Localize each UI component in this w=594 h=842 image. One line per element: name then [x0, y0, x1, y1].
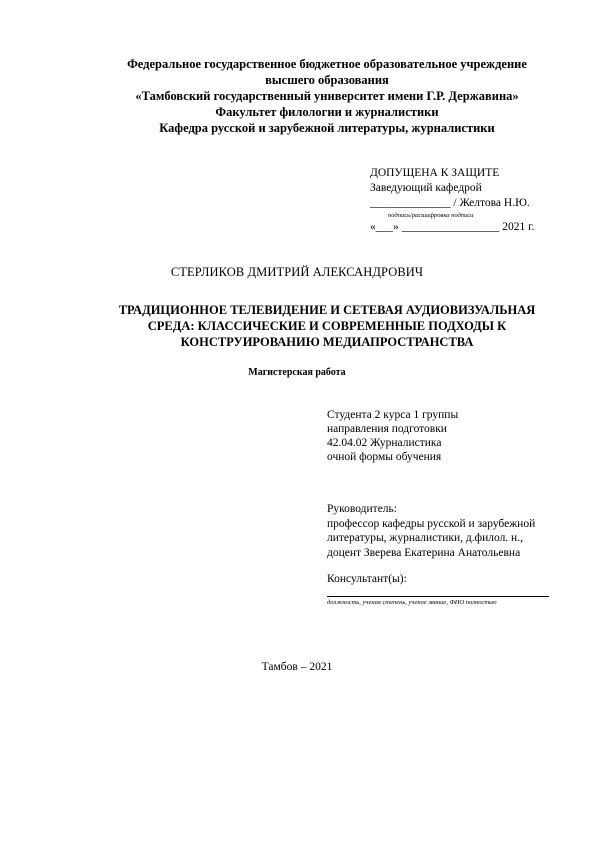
consultant-label: Консультант(ы):: [327, 573, 407, 585]
student-line-2: направления подготовки: [327, 423, 447, 435]
consultant-caption: должность, ученая степень, ученое звание, ФИО полностью: [327, 599, 497, 606]
approval-head-of-department: Заведующий кафедрой: [370, 182, 482, 194]
supervisor-line-3: доцент Зверева Екатерина Анатольевна: [327, 546, 521, 559]
thesis-title: [62, 302, 592, 350]
supervisor-line-2: литературы, журналистики, д.филол. н.,: [327, 532, 523, 544]
consultant-blank-line: [327, 593, 549, 597]
institution-header: [40, 56, 594, 136]
author-name: СТЕРЛИКОВ ДМИТРИЙ АЛЕКСАНДРОВИЧ: [170, 265, 424, 279]
header-line-4: Факультет филологии и журналистики: [215, 105, 439, 119]
approval-signature-caption: подпись/расшифровка подписи: [388, 212, 474, 219]
consultant-info: [327, 572, 557, 608]
approval-signature-line: ______________ / Желтова Н.Ю.: [370, 197, 530, 209]
title-line-1: ТРАДИЦИОННОЕ ТЕЛЕВИДЕНИЕ И СЕТЕВАЯ АУДИОВИЗУАЛЬНАЯ: [118, 303, 536, 317]
title-line-2: СРЕДА: КЛАССИЧЕСКИЕ И СОВРЕМЕННЫЕ ПОДХОДЫ К: [147, 319, 507, 333]
city-year: Тамбов – 2021: [261, 661, 333, 673]
supervisor-info: [327, 502, 587, 560]
student-line-4: очной формы обучения: [327, 451, 442, 463]
supervisor-line-1: профессор кафедры русской и зарубежной: [327, 517, 536, 530]
header-line-1: Федеральное государственное бюджетное образовательное учреждение: [127, 57, 527, 71]
approval-block: [370, 166, 590, 235]
approval-date-line: «___» _________________ 2021 г.: [370, 221, 535, 233]
student-line-1: Студента 2 курса 1 группы: [327, 409, 459, 421]
header-line-3: «Тамбовский государственный университет имени Г.Р. Державина»: [135, 89, 519, 103]
student-line-3: 42.04.02 Журналистика: [327, 437, 442, 449]
student-info: [327, 408, 587, 464]
header-line-2: высшего образования: [265, 73, 389, 87]
title-line-3: КОНСТРУИРОВАНИЮ МЕДИАПРОСТРАНСТВА: [180, 335, 474, 349]
approval-title: ДОПУЩЕНА К ЗАЩИТЕ: [370, 167, 500, 179]
work-type: Магистерская работа: [248, 367, 346, 378]
header-line-5: Кафедра русской и зарубежной литературы, журналистики: [159, 121, 495, 135]
supervisor-label: Руководитель:: [327, 503, 397, 515]
